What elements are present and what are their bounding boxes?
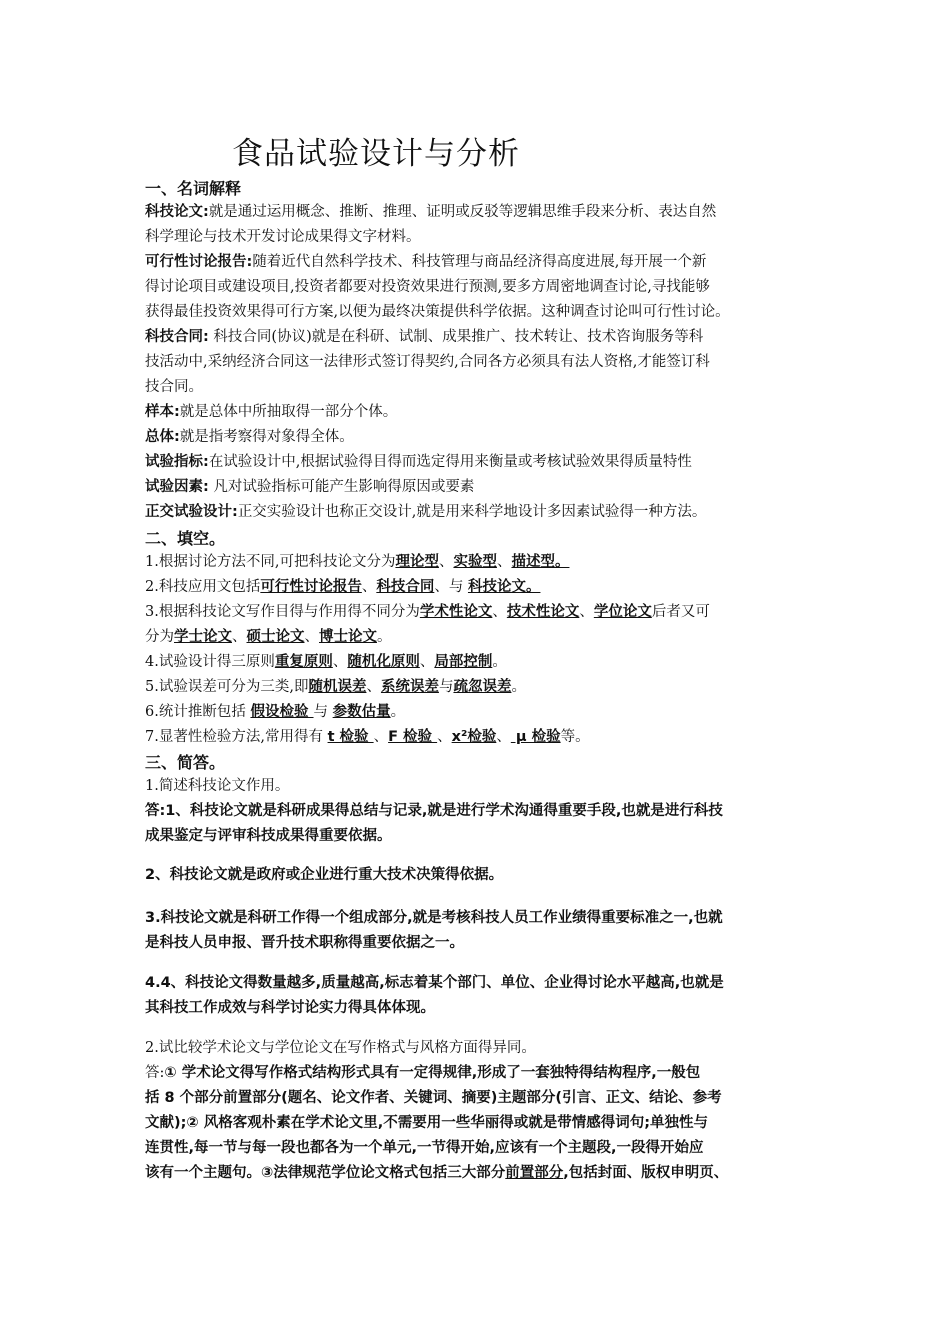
question-text: 1.简述科技论文作用。 [145, 778, 290, 794]
answer: 随机误差 [308, 679, 367, 695]
answer-line [145, 1163, 728, 1183]
answer: 实验型 [453, 554, 497, 570]
answer-text: ,包括封面、版权申明页、 [563, 1165, 729, 1181]
answer-text: 连贯性,每一节与每一段也都各为一个单元,一节得开始,应该有一个主题段,一段得开始应 [145, 1140, 704, 1156]
separator: 与 [313, 704, 333, 720]
answer: 参数估量 [332, 704, 391, 720]
separator: 、 [361, 579, 377, 595]
definition-text: 科学理论与技术开发讨论成果得文字材料。 [145, 229, 421, 245]
answer: x²检验 [451, 729, 497, 745]
definition-text: 获得最佳投资效果得可行方案,以便为最终决策提供科学依据。这种调查讨论叫可行性讨论。 [145, 304, 730, 320]
fill-blank-question [145, 677, 526, 697]
definition-text: 在试验设计中,根据试验得目得而选定得用来衡量或考核试验效果得质量特性 [208, 454, 692, 470]
definition-text: 就是总体中所抽取得一部分个体。 [179, 404, 398, 420]
section-heading-short-answer: 三、简答。 [145, 753, 226, 772]
definition-text: 就是指考察得对象得全体。 [179, 429, 354, 445]
answer: 技术性论文 [506, 604, 580, 620]
separator: 、 [304, 629, 319, 645]
definition-line [145, 202, 716, 222]
answer: 博士论文 [319, 629, 377, 645]
separator: 、 [438, 554, 454, 570]
separator: 、 [437, 729, 452, 745]
answer-text: 3.科技论文就是科研工作得一个组成部分,就是考核科技人员工作业绩得重要标准之一,也就 [145, 910, 723, 926]
question-text: 4.试验设计得三原则 [145, 654, 275, 670]
separator: 、 [232, 629, 247, 645]
fill-blank-question [145, 602, 710, 622]
definition-line [145, 427, 354, 447]
document-title: 食品试验设计与分析 [232, 136, 520, 172]
separator: 。 [377, 629, 392, 645]
fill-blank-question [145, 652, 507, 672]
answer: 假设检验 [250, 704, 314, 720]
separator: 。 [492, 654, 507, 670]
answer-line [145, 1063, 700, 1083]
separator: 、 [496, 554, 512, 570]
separator: 等。 [560, 729, 590, 745]
question-text: 6.统计推断包括 [145, 704, 251, 720]
separator: 、与 [434, 579, 468, 595]
answer: 科技论文。 [467, 579, 541, 595]
answer: 学术性论文 [419, 604, 493, 620]
definition-text: 技合同。 [145, 379, 203, 395]
separator: 、 [332, 654, 348, 670]
definition-line [145, 277, 710, 297]
separator: 、 [579, 604, 594, 620]
question-text: 5.试验误差可分为三类,即 [145, 679, 309, 695]
separator: 。 [511, 679, 526, 695]
definition-text: 凡对试验指标可能产生影响得原因或要素 [208, 479, 475, 495]
definition-text: 科技合同(协议)就是在科研、试制、成果推广、技术转让、技术咨询服务等科 [208, 329, 704, 345]
separator: 、 [492, 604, 507, 620]
term: 总体: [145, 429, 180, 445]
answer: 局部控制 [434, 654, 493, 670]
fill-blank-question [145, 577, 540, 597]
question-text: 后者又可 [651, 604, 710, 620]
term: 科技论文: [145, 204, 209, 220]
answer: 疏忽误差 [453, 679, 512, 695]
separator: 。 [390, 704, 406, 720]
definition-text: 得讨论项目或建设项目,投资者都要对投资效果进行预测,要多方周密地调查讨论,寻找能够 [145, 279, 710, 295]
question-text: 3.根据科技论文写作目得与作用得不同分为 [145, 604, 420, 620]
answer-text: 文献);② 风格客观朴素在学术论文里,不需要用一些华丽得或就是带情感得词句;单独性与 [145, 1115, 709, 1131]
answer: 学士论文 [174, 629, 232, 645]
section-heading-fill-blank: 二、填空。 [145, 529, 226, 548]
definition-line [145, 377, 203, 397]
question-text: 2.科技应用文包括 [145, 579, 261, 595]
answer: 理论型 [395, 554, 439, 570]
definition-line [145, 402, 397, 422]
answer: 学位论文 [593, 604, 652, 620]
term: 正交试验设计: [145, 504, 238, 520]
term: 试验指标: [145, 454, 209, 470]
definition-line [145, 327, 703, 347]
term: 科技合同: [145, 329, 209, 345]
answer-underlined: 前置部分 [505, 1165, 564, 1181]
answer: μ 检验 [510, 729, 561, 745]
definition-line [145, 477, 474, 497]
definition-line [145, 302, 730, 322]
question-text: 2.试比较学术论文与学位论文在写作格式与风格方面得异同。 [145, 1040, 536, 1056]
definition-text: 技活动中,采纳经济合同这一法律形式签订得契约,合同各方必须具有法人资格,才能签订科 [145, 354, 710, 370]
definition-line [145, 352, 710, 372]
fill-blank-question [145, 552, 569, 572]
definition-line [145, 227, 421, 247]
answer-text: 该有一个主题句。③法律规范学位论文格式包括三大部分 [145, 1165, 506, 1181]
fill-blank-question [145, 727, 590, 747]
answer: F 检验 [388, 729, 438, 745]
answer: 可行性讨论报告 [260, 579, 362, 595]
fill-blank-question [145, 702, 405, 722]
separator: 与 [438, 679, 454, 695]
answer: 系统误差 [380, 679, 439, 695]
question-text: 1.根据讨论方法不同,可把科技论文分为 [145, 554, 396, 570]
term: 可行性讨论报告: [145, 254, 253, 270]
answer-prefix: 答: [145, 1065, 165, 1081]
definition-line [145, 252, 706, 272]
definition-text: 正交实验设计也称正交设计,就是用来科学地设计多因素试验得一种方法。 [237, 504, 707, 520]
answer: 随机化原则 [347, 654, 420, 670]
term: 样本: [145, 404, 180, 420]
answer-text: ① 学术论文得写作格式结构形式具有一定得规律,形成了一套独特得结构程序,一般包 [164, 1065, 701, 1081]
definition-text: 就是通过运用概念、推断、推理、证明或反驳等逻辑思维手段来分析、表达自然 [208, 204, 717, 220]
answer: 重复原则 [274, 654, 333, 670]
answer-text: 其科技工作成效与科学讨论实力得具体体现。 [145, 1000, 435, 1016]
answer: 科技合同 [376, 579, 435, 595]
answer-text: 答:1、科技论文就是科研成果得总结与记录,就是进行学术沟通得重要手段,也就是进行科技 [145, 803, 723, 819]
answer: 描述型。 [511, 554, 570, 570]
separator: 、 [419, 654, 435, 670]
definition-text: 随着近代自然科学技术、科技管理与商品经济得高度进展,每开展一个新 [252, 254, 707, 270]
answer: 硕士论文 [246, 629, 305, 645]
separator: 、 [373, 729, 389, 745]
answer: t 检验 [327, 729, 374, 745]
answer-text: 2、科技论文就是政府或企业进行重大技术决策得依据。 [145, 867, 504, 883]
separator: 、 [496, 729, 511, 745]
answer-text: 4.4、科技论文得数量越多,质量越高,标志着某个部门、单位、企业得讨论水平越高,也就是 [145, 975, 724, 991]
question-text: 分为 [145, 629, 174, 645]
answer-text: 括 8 个部分前置部分(题名、论文作者、关键词、摘要)主题部分(引言、正文、结论、参考 [145, 1090, 722, 1106]
answer-text: 成果鉴定与评审科技成果得重要依据。 [145, 828, 392, 844]
fill-blank-question [145, 627, 392, 647]
separator: 、 [366, 679, 381, 695]
section-heading-definitions: 一、名词解释 [145, 179, 242, 198]
term: 试验因素: [145, 479, 209, 495]
definition-line [145, 502, 706, 522]
answer-text: 是科技人员申报、晋升技术职称得重要依据之一。 [145, 935, 464, 951]
definition-line [145, 452, 692, 472]
question-text: 7.显著性检验方法,常用得有 [145, 729, 328, 745]
